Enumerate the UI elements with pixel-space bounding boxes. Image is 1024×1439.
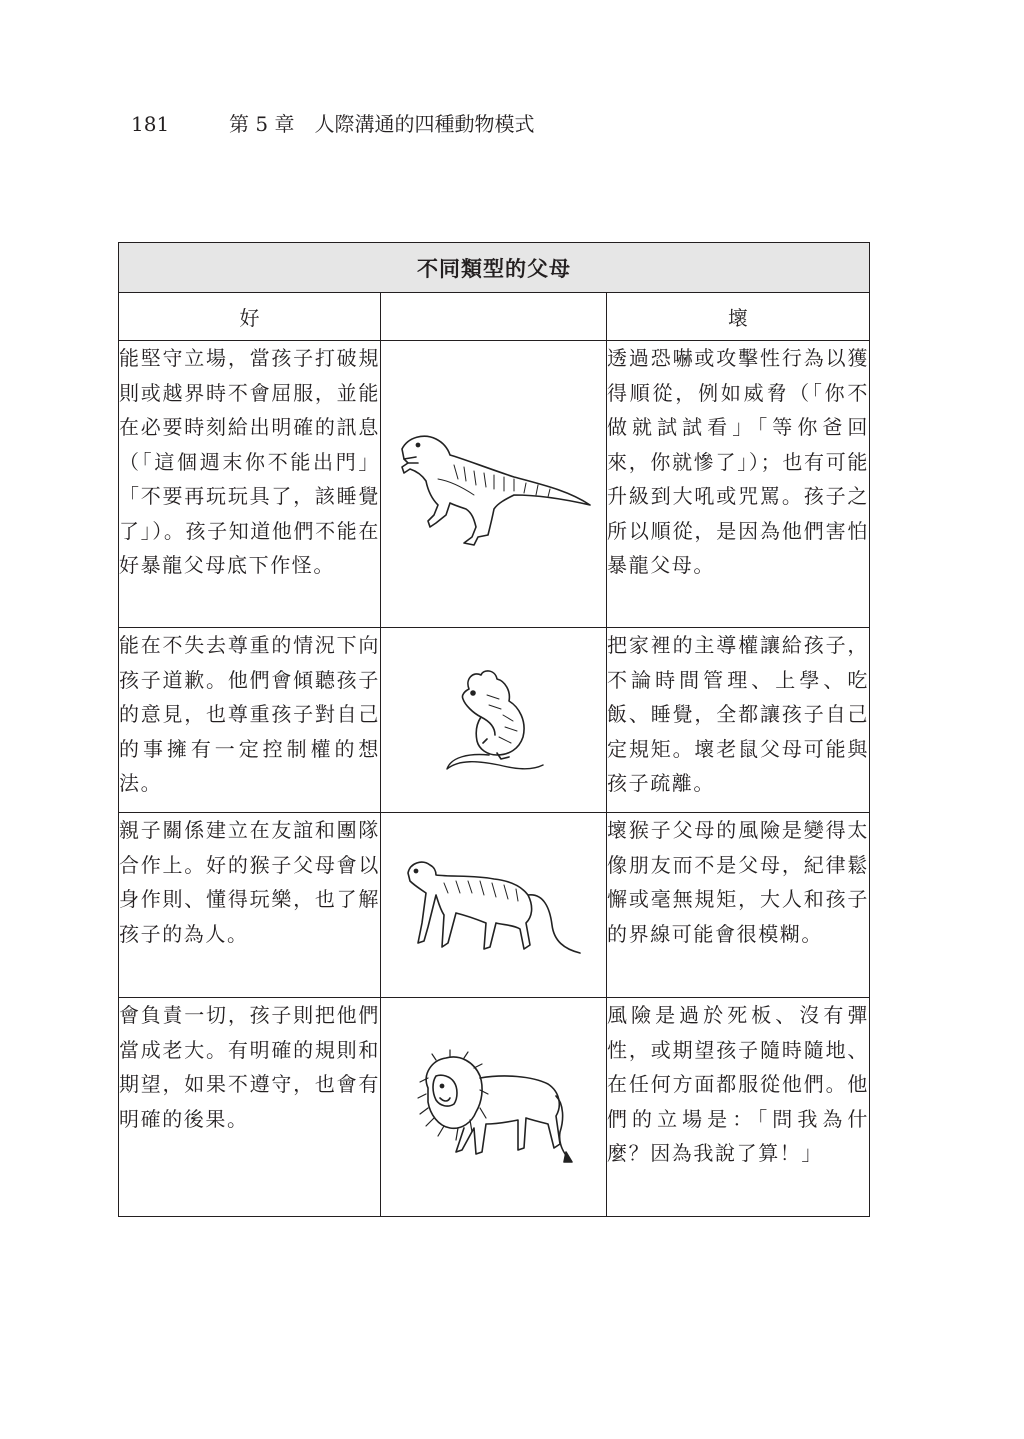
bad-description: 風險是過於死板、沒有彈性，或期望孩子隨時隨地、在任何方面都服從他們。他們的立場是：「問我為什麼？因為我說了算！」 [607, 998, 870, 1217]
animal-illustration [381, 813, 607, 998]
good-description: 會負責一切，孩子則把他們當成老大。有明確的規則和期望，如果不遵守，也會有明確的後果。 [119, 998, 381, 1217]
column-header-bad: 壞 [607, 293, 870, 341]
monkey-icon [404, 853, 584, 958]
animal-illustration [381, 341, 607, 628]
table-row [119, 998, 870, 1217]
bad-description: 壞猴子父母的風險是變得太像朋友而不是父母，紀律鬆懈或毫無規矩，大人和孩子的界線可能會很模糊。 [607, 813, 870, 998]
table-title: 不同類型的父母 [119, 243, 870, 293]
bad-description: 把家裡的主導權讓給孩子，不論時間管理、上學、吃飯、睡覺，全都讓孩子自己定規矩。壞老鼠父母可能與孩子疏離。 [607, 628, 870, 813]
animal-illustration [381, 628, 607, 813]
good-description: 能在不失去尊重的情況下向孩子道歉。他們會傾聽孩子的意見，也尊重孩子對自己的事擁有一定控制權的想法。 [119, 628, 381, 813]
good-description: 親子關係建立在友誼和團隊合作上。好的猴子父母會以身作則、懂得玩樂，也了解孩子的為人。 [119, 813, 381, 998]
column-header-good: 好 [119, 293, 381, 341]
bad-description: 透過恐嚇或攻擊性行為以獲得順從，例如威脅（「你不做就試試看」「等你爸回來，你就慘了」）；也有可能升級到大吼或咒罵。孩子之所以順從，是因為他們害怕暴龍父母。 [607, 341, 870, 628]
table-row [119, 813, 870, 998]
parent-types-table [118, 242, 870, 1217]
good-description: 能堅守立場，當孩子打破規則或越界時不會屈服，並能在必要時刻給出明確的訊息（「這個週末你不能出門」「不要再玩玩具了，該睡覺了」）。孩子知道他們不能在好暴龍父母底下作怪。 [119, 341, 381, 628]
dinosaur-icon [394, 419, 594, 549]
table-row [119, 341, 870, 628]
page-number: 181 [131, 112, 170, 136]
chapter-title: 第 5 章 人際溝通的四種動物模式 [229, 112, 535, 136]
table-row [119, 628, 870, 813]
running-head [131, 108, 534, 137]
column-header-animal [381, 293, 607, 341]
mouse-icon [439, 665, 549, 775]
animal-illustration [381, 998, 607, 1217]
lion-icon [414, 1048, 574, 1166]
